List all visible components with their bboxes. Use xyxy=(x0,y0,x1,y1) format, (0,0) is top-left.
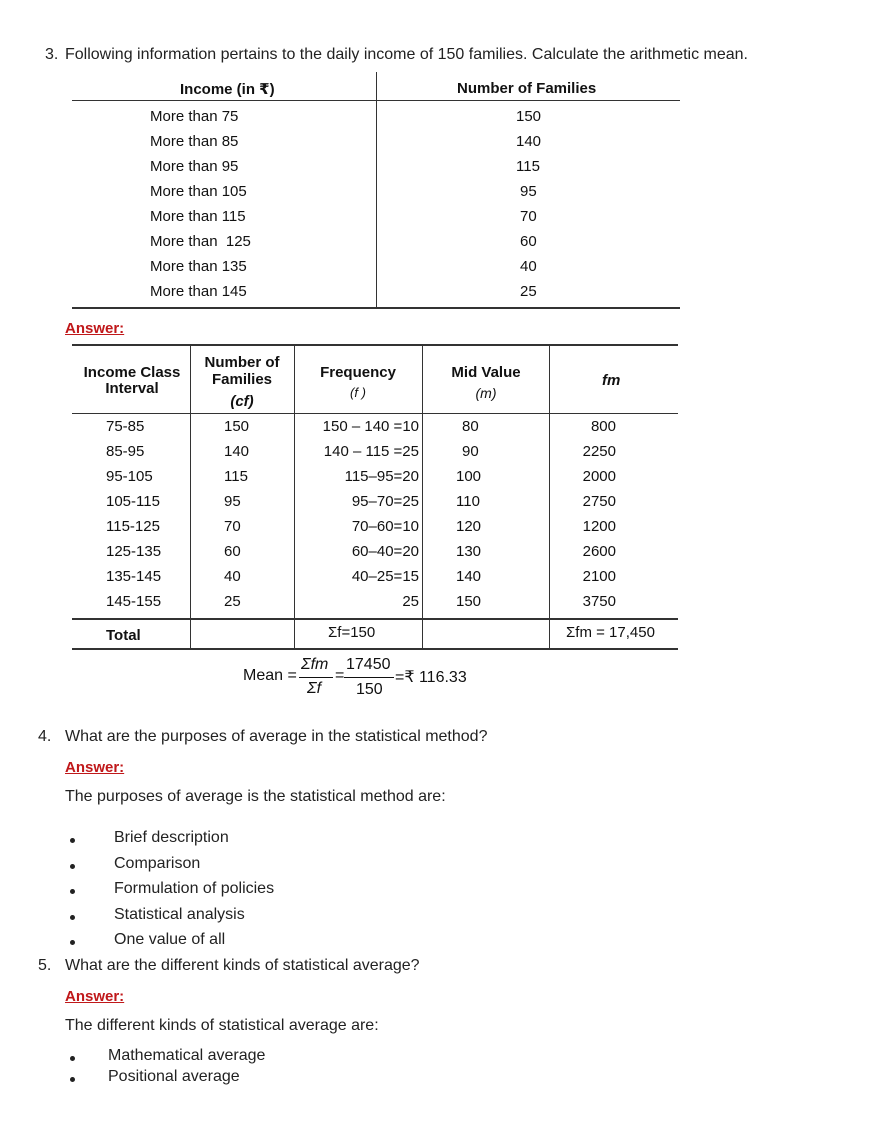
table-cell: 85-95 xyxy=(106,443,145,460)
table-cell: 2600 xyxy=(582,543,616,560)
table-cell: 40 xyxy=(224,568,241,585)
answer-label: Answer: xyxy=(65,759,125,776)
table-cell: 135-145 xyxy=(106,568,162,585)
table-cell: 120 xyxy=(456,518,482,535)
table-cell: 40–25=15 xyxy=(351,568,419,585)
table-cell: 150 xyxy=(456,593,482,610)
list-item: Brief description xyxy=(114,829,229,846)
bullet-icon xyxy=(70,1077,75,1082)
table-cell: 95 xyxy=(224,493,241,510)
list-item: Statistical analysis xyxy=(114,906,245,923)
table-cell: 115-125 xyxy=(106,518,160,535)
list-item: Mathematical average xyxy=(108,1047,266,1064)
question-number: 3. xyxy=(45,46,59,63)
table-cell: 105-115 xyxy=(106,493,160,510)
header-income-class: Income Class Interval xyxy=(83,364,181,397)
answer-label: Answer: xyxy=(65,988,125,1005)
total-fm: Σfm = 17,450 xyxy=(566,624,655,641)
table-cell: More than 125 xyxy=(150,233,251,250)
table-cell: 150 xyxy=(224,418,250,435)
table-cell: More than 85 xyxy=(150,133,239,150)
table-cell: 110 xyxy=(456,493,480,510)
table-cell: 140 xyxy=(516,133,542,150)
table-cell: 140 xyxy=(224,443,250,460)
formula-equals: = xyxy=(335,667,345,684)
table-cell: 70–60=10 xyxy=(351,518,419,535)
table-cell: 100 xyxy=(456,468,482,485)
total-label: Total xyxy=(106,627,141,644)
table-cell: 3750 xyxy=(582,593,616,610)
table-cell: 25 xyxy=(224,593,241,610)
formula-denominator: Σf xyxy=(307,680,322,697)
question-number: 5. xyxy=(38,957,52,974)
families-header: Number of Families xyxy=(457,80,597,97)
total-frequency: Σf=150 xyxy=(328,624,376,641)
header-frequency: Frequency (f ) xyxy=(320,364,396,400)
table-cell: 80 xyxy=(462,418,479,435)
list-item: Formulation of policies xyxy=(114,880,275,897)
table-cell: 95–70=25 xyxy=(351,493,419,510)
table-cell: More than 135 xyxy=(150,258,247,275)
question-text: Following information pertains to the daily income of 150 families. Calculate the arithmetic mean. xyxy=(65,46,748,63)
formula-numerator-value: 17450 xyxy=(346,656,391,673)
table-cell: More than 75 xyxy=(150,108,239,125)
table-cell: 115 xyxy=(516,158,540,175)
table-cell: 115–95=20 xyxy=(344,468,419,485)
table-cell: 150 – 140 =10 xyxy=(322,418,419,435)
table-cell: 800 xyxy=(590,418,616,435)
table-cell: 60 xyxy=(520,233,537,250)
formula-denominator-value: 150 xyxy=(356,681,383,698)
income-header: Income (in ₹) xyxy=(180,81,275,98)
header-fm: fm xyxy=(602,372,621,389)
table-cell: More than 145 xyxy=(150,283,247,300)
table-cell: 115 xyxy=(224,468,248,485)
table-cell: 70 xyxy=(520,208,537,225)
table-cell: 70 xyxy=(224,518,241,535)
answer-intro: The different kinds of statistical average are: xyxy=(65,1017,379,1034)
answer-intro: The purposes of average is the statistical method are: xyxy=(65,788,446,805)
table-cell: 60–40=20 xyxy=(351,543,419,560)
table-cell: 125-135 xyxy=(106,543,162,560)
table-cell: 90 xyxy=(462,443,479,460)
header-mid-value: Mid Value (m) xyxy=(451,364,521,401)
table-cell: 140 – 115 =25 xyxy=(323,443,419,460)
answer-label: Answer: xyxy=(65,320,125,337)
header-number-of-families: Number of Families (cf) xyxy=(204,354,280,410)
table-cell: 130 xyxy=(456,543,482,560)
table-cell: 140 xyxy=(456,568,482,585)
question-text: What are the purposes of average in the statistical method? xyxy=(65,728,488,745)
table-cell: More than 115 xyxy=(150,208,246,225)
table-cell: 2750 xyxy=(582,493,616,510)
formula-result: =₹ 116.33 xyxy=(395,669,467,686)
question-number: 4. xyxy=(38,728,52,745)
table-cell: More than 95 xyxy=(150,158,239,175)
formula-numerator: Σfm xyxy=(301,656,329,673)
list-item: One value of all xyxy=(114,931,226,948)
question-text: What are the different kinds of statistical average? xyxy=(65,957,420,974)
table-cell: 95-105 xyxy=(106,468,153,485)
table-cell: 145-155 xyxy=(106,593,162,610)
list-item: Comparison xyxy=(114,855,201,872)
list-item: Positional average xyxy=(108,1068,240,1085)
table-cell: 25 xyxy=(402,593,419,610)
table-cell: 2250 xyxy=(582,443,616,460)
table-cell: 1200 xyxy=(582,518,616,535)
table-cell: 150 xyxy=(516,108,542,125)
table-cell: More than 105 xyxy=(150,183,247,200)
table-cell: 95 xyxy=(520,183,537,200)
mean-label: Mean = xyxy=(243,667,297,684)
table-cell: 2100 xyxy=(582,568,616,585)
bullet-icon xyxy=(70,1056,75,1061)
table-cell: 75-85 xyxy=(106,418,145,435)
table-cell: 60 xyxy=(224,543,241,560)
table-cell: 25 xyxy=(520,283,537,300)
table-cell: 40 xyxy=(520,258,537,275)
table-cell: 2000 xyxy=(582,468,616,485)
